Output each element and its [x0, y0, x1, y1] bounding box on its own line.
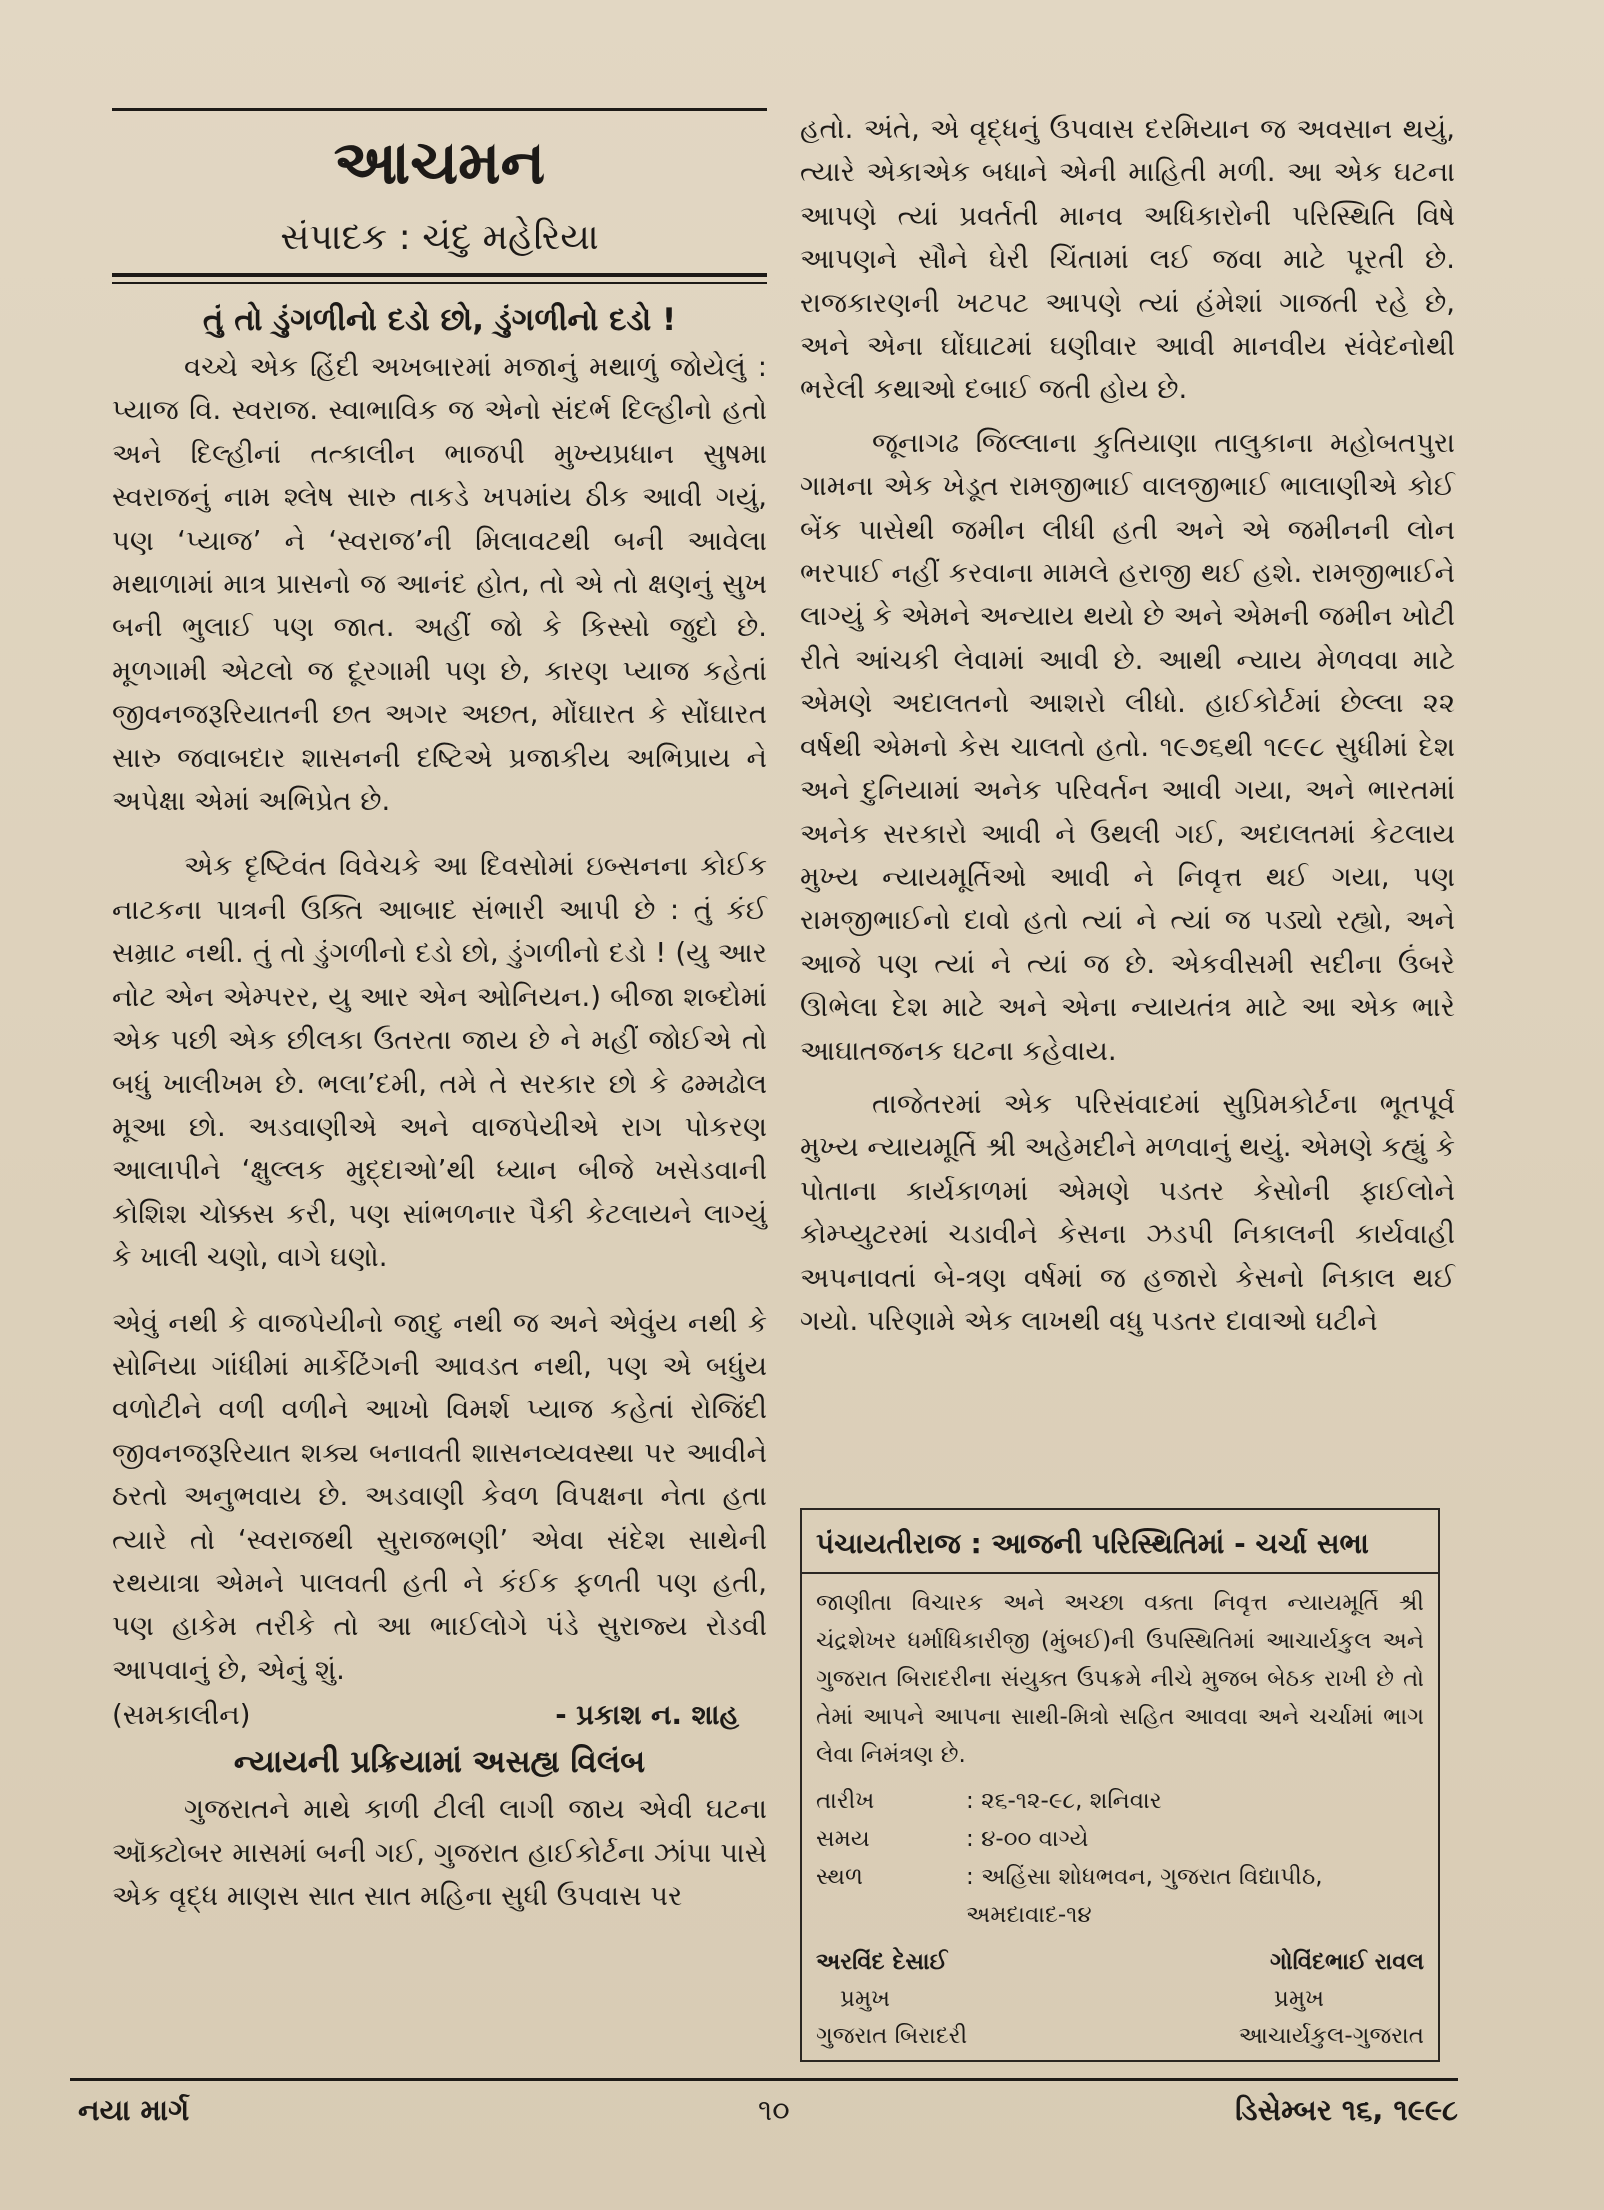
signatory2-name: ગોવિંદભાઈ રાવલ [1270, 1949, 1424, 1975]
notice-signatories [816, 1944, 1424, 2055]
signatory1-name: અરવિંદ દેસાઈ [816, 1949, 948, 1975]
signatory1-org: ગુજરાત બિરાદરી [816, 2023, 968, 2049]
place-label: સ્થળ [816, 1864, 863, 1890]
event-notice-box [800, 1508, 1440, 2062]
article2-paragraph: હતો. અંતે, એ વૃદ્ધનું ઉપવાસ દરમિયાન જ અવસાન થયું, ત્યારે એકાએક બધાને એની માહિતી મળી. આ એક ઘટના આપણે ત્યાં પ્રવર્તતી માનવ અધિકારોની પરિસ્થિતિ વિષે આપણને સૌને ઘેરી ચિંતામાં લઈ જવા માટે પૂરતી છે. રાજકારણની ખટપટ આપણે ત્યાં હંમેશાં ગાજતી રહે છે, અને એના ઘોંઘાટમાં ઘણીવાર આવી માનવીય સંવેદનોથી ભરેલી કથાઓ દબાઈ જતી હોય છે. [800, 113, 1455, 406]
footer-rule [70, 2078, 1458, 2081]
left-column [112, 108, 767, 1918]
article1-headline: તું તો ડુંગળીનો દડો છો, ડુંગળીનો દડો ! [202, 302, 677, 338]
article2-paragraph: જૂનાગઢ જિલ્લાના કુતિયાણા તાલુકાના મહોબતપુરા ગામના એક ખેડૂત રામજીભાઈ વાલજીભાઈ ભાલાણીએ કોઈ બેંક પાસેથી જમીન લીધી હતી અને એ જમીનની લોન ભરપાઈ નહીં કરવાના મામલે હરાજી થઈ હશે. રામજીભાઈને લાગ્યું કે એમને અન્યાય થયો છે અને એમની જમીન ખોટી રીતે આંચકી લેવામાં આવી છે. આથી ન્યાય મેળવવા માટે એમણે અદાલતનો આશરો લીધો. હાઈકોર્ટમાં છેલ્લા ૨૨ વર્ષથી એમનો કેસ ચાલતો હતો. ૧૯૭૬થી ૧૯૯૮ સુધીમાં દેશ અને દુનિયામાં અનેક પરિવર્તન આવી ગયા, અને ભારતમાં અનેક સરકારો આવી ને ઉથલી ગઈ, અદાલતમાં કેટલાય મુખ્ય ન્યાયમૂર્તિઓ આવી ને નિવૃત્ત થઈ ગયા, પણ રામજીભાઈનો દાવો હતો ત્યાં ને ત્યાં જ પડ્યો રહ્યો, અને આજે પણ ત્યાં ને ત્યાં જ છે. એકવીસમી સદીના ઉંબરે ઊભેલા દેશ માટે અને એના ન્યાયતંત્ર માટે આ એક ભારે આઘાતજનક ઘટના કહેવાય. [800, 426, 1455, 1067]
article1-source: (સમકાલીન) [112, 1699, 251, 1732]
article2-headline: ન્યાયની પ્રક્રિયામાં અસહ્ય વિલંબ [233, 1744, 646, 1781]
notice-intro: જાણીતા વિચારક અને અચ્છા વક્તા નિવૃત્ત ન્યાયમૂર્તિ શ્રી ચંદ્રશેખર ધર્માધિકારીજી (મુંબઈ)ની ઉપસ્થિતિમાં આચાર્યકુલ અને ગુજરાત બિરાદરીના સંયુક્ત ઉપક્રમે નીચે મુજબ બેઠક રાખી છે તો તેમાં આપને આપના સાથી-મિત્રો સહિત આવવા અને ચર્ચામાં ભાગ લેવા નિમંત્રણ છે. [816, 1590, 1424, 1768]
article1-author: - પ્રકાશ ન. શાહ [555, 1699, 739, 1732]
article1-paragraph: એક દૃષ્ટિવંત વિવેચકે આ દિવસોમાં ઇબ્સનના કોઈક નાટકના પાત્રની ઉક્તિ આબાદ સંભારી આપી છે : તું કંઈ સમ્રાટ નથી. તું તો ડુંગળીનો દડો છો, ડુંગળીનો દડો ! (યુ આર નોટ એન એમ્પરર, યુ આર એન ઓનિયન.) બીજા શબ્દોમાં એક પછી એક છીલકા ઉતરતા જાય છે ને મહીં જોઈએ તો બધું ખાલીખમ છે. ભલા’દમી, તમે તે સરકાર છો કે ઢમ્મઢોલ મૂઆ છો. અડવાણીએ અને વાજપેયીએ રાગ પોકરણ આલાપીને ‘ક્ષુલ્લક મુદ્દાઓ’થી ધ્યાન બીજે ખસેડવાની કોશિશ ચોક્કસ કરી, પણ સાંભળનાર પૈકી કેટલાયને લાગ્યું કે ખાલી ચણો, વાગે ઘણો. [112, 850, 767, 1274]
article2-paragraph: ગુજરાતને માથે કાળી ટીલી લાગી જાય એવી ઘટના ઑક્ટોબર માસમાં બની ગઈ, ગુજરાત હાઈકોર્ટના ઝાંપા પાસે એક વૃદ્ધ માણસ સાત સાત મહિના સુધી ઉપવાસ પર [112, 1793, 767, 1912]
time-label: સમય [816, 1826, 870, 1852]
article1-signature [112, 1692, 767, 1738]
notice-details [816, 1782, 1424, 1934]
editor-credit: સંપાદક : ચંદુ મહેરિયા [280, 217, 599, 258]
signatory2-org: આચાર્યકુલ-ગુજરાત [1238, 2023, 1424, 2049]
article2-paragraph: તાજેતરમાં એક પરિસંવાદમાં સુપ્રિમકોર્ટના ભૂતપૂર્વ મુખ્ય ન્યાયમૂર્તિ શ્રી અહેમદીને મળવાનું થયું. એમણે કહ્યું કે પોતાના કાર્યકાળમાં એમણે પડતર કેસોની ફાઈલોને કોમ્પ્યુટરમાં ચડાવીને કેસના ઝડપી નિકાલની કાર્યવાહી અપનાવતાં બે-ત્રણ વર્ષમાં જ હજારો કેસનો નિકાલ થઈ ગયો. પરિણામે એક લાખથી વધુ પડતર દાવાઓ ઘટીને [800, 1087, 1455, 1337]
right-column [800, 108, 1455, 1343]
date-value: ૨૬-૧૨-૯૮, શનિવાર [981, 1788, 1162, 1814]
signatory2-role: પ્રમુખ [1273, 1986, 1324, 2012]
article1-paragraph: એવું નથી કે વાજપેયીનો જાદુ નથી જ અને એવુંય નથી કે સોનિયા ગાંધીમાં માર્કેટિંગની આવડત નથી, પણ એ બધુંય વળોટીને વળી વળીને આખો વિમર્શ પ્યાજ કહેતાં રોજિંદી જીવનજરૂરિયાત શક્ય બનાવતી શાસનવ્યવસ્થા પર આવીને ઠરતો અનુભવાય છે. અડવાણી કેવળ વિપક્ષના નેતા હતા ત્યારે તો ‘સ્વરાજથી સુરાજભણી’ એવા સંદેશ સાથેની રથયાત્રા એમને પાલવતી હતી ને કંઈક ફળતી પણ હતી, પણ હાકેમ તરીકે તો આ ભાઈલોગે પંડે સુરાજ્ય રોડવી આપવાનું છે, એનું શું. [112, 1306, 767, 1686]
notice-divider [802, 1572, 1438, 1574]
column-title: આચમન [333, 128, 546, 198]
article1-paragraph: વચ્ચે એક હિંદી અખબારમાં મજાનું મથાળું જોયેલું : પ્યાજ વિ. સ્વરાજ. સ્વાભાવિક જ એનો સંદર્ભ દિલ્હીનો હતો અને દિલ્હીનાં તત્કાલીન ભાજપી મુખ્યપ્રધાન સુષમા સ્વરાજનું નામ શ્લેષ સારુ તાકડે ખપમાંય ઠીક આવી ગયું, પણ ‘પ્યાજ’ ને ‘સ્વરાજ’ની મિલાવટથી બની આવેલા મથાળામાં માત્ર પ્રાસનો જ આનંદ હોત, તો એ તો ક્ષણનું સુખ બની ભુલાઈ પણ જાત. અહીં જો કે કિસ્સો જુદો છે. મૂળગામી એટલો જ દૂરગામી પણ છે, કારણ પ્યાજ કહેતાં જીવનજરૂરિયાતની છત અગર અછત, મોંઘારત કે સોંઘારત સારુ જવાબદાર શાસનની દષ્ટિએ પ્રજાકીય અભિપ્રાય ને અપેક્ષા એમાં અભિપ્રેત છે. [112, 351, 767, 818]
publication-name: નયા માર્ગ [78, 2093, 190, 2127]
date-label: તારીખ [816, 1788, 875, 1814]
time-value: ૪-૦૦ વાગ્યે [981, 1826, 1089, 1852]
notice-title: પંચાયતીરાજ : આજની પરિસ્થિતિમાં - ચર્ચા સભા [816, 1527, 1369, 1560]
page-number: ૧૦ [758, 2093, 790, 2127]
header-double-rule [112, 273, 767, 284]
signatory1-role: પ્રમુખ [840, 1986, 891, 2012]
issue-date: ડિસેમ્બર ૧૬, ૧૯૯૮ [1235, 2093, 1458, 2127]
place-value: અહિંસા શોધભવન, ગુજરાત વિદ્યાપીઠ, અમદાવાદ-૧૪ [966, 1864, 1323, 1928]
top-rule [112, 108, 767, 111]
